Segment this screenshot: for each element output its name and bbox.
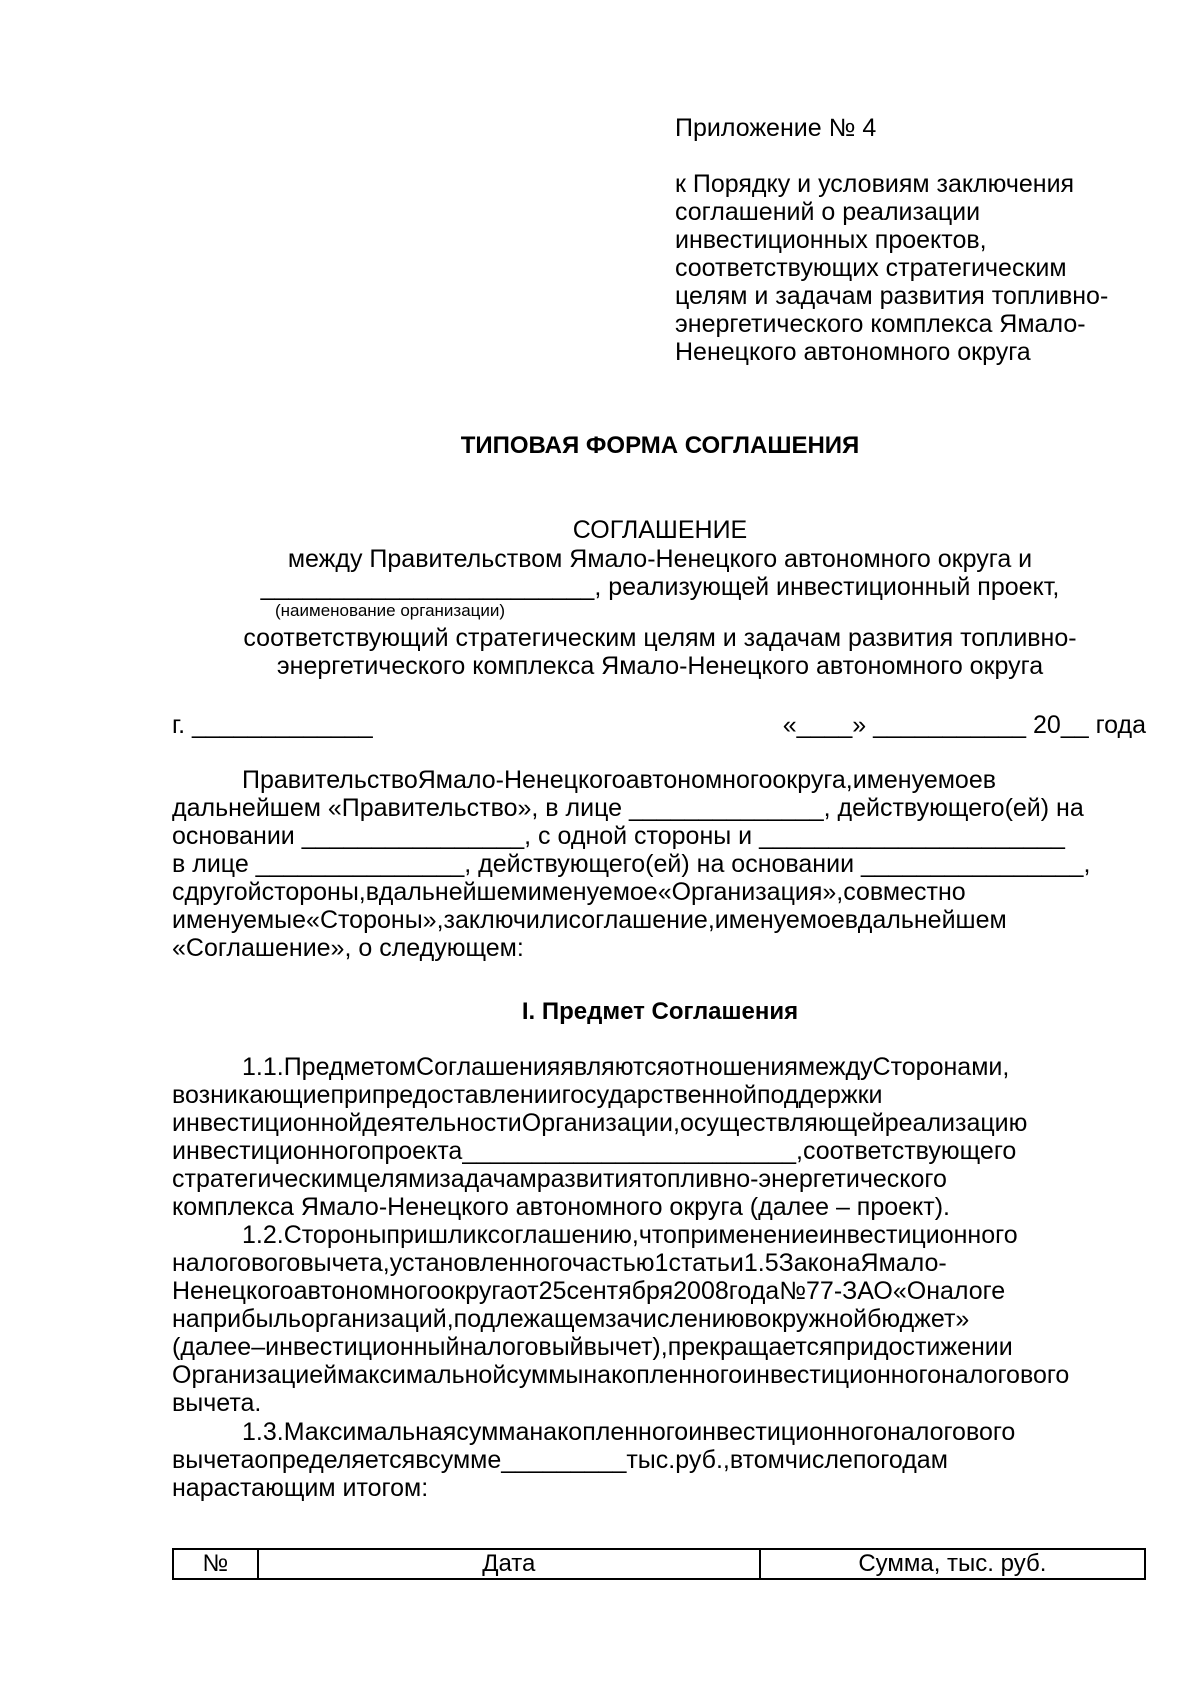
word: зачислению <box>605 1305 745 1333</box>
word: руб., <box>675 1446 730 1474</box>
word: топливно-энергетического <box>641 1165 947 1193</box>
paragraph-line <box>172 1474 1146 1502</box>
paragraph-line <box>172 1193 1146 1221</box>
paragraph-line <box>172 1389 1146 1417</box>
paragraph-line <box>172 766 1146 794</box>
word: окружной <box>757 1305 868 1333</box>
word: стратегическим <box>172 1165 353 1193</box>
paragraph-line <box>172 1277 1146 1305</box>
form-title: ТИПОВАЯ ФОРМА СОГЛАШЕНИЯ <box>460 432 860 459</box>
word: при <box>330 1081 372 1109</box>
word: возникающие <box>172 1081 331 1109</box>
word: в лице _______________, действующего(ей) на основании ________________, <box>172 850 1091 878</box>
word: Ямало- <box>860 1249 947 1277</box>
word: инвестиционного <box>172 1137 371 1165</box>
word: 1.5 <box>743 1249 779 1277</box>
word: отношения <box>670 1053 798 1081</box>
word: частью <box>571 1249 655 1277</box>
word: инвестиционного <box>818 1221 1018 1249</box>
clause-1-1 <box>172 1053 1146 1221</box>
word: Ямало-Ненецкого <box>417 766 626 794</box>
word: «О <box>892 1277 927 1305</box>
paragraph-line <box>172 794 1146 822</box>
word: бюджет» <box>867 1305 970 1333</box>
word: именуемые <box>172 906 307 934</box>
paragraph-line <box>172 1305 1146 1333</box>
word: в <box>415 1446 429 1474</box>
word: основании ________________, с одной стороны и ______________________ <box>172 822 1065 850</box>
word: автономного <box>625 766 773 794</box>
word: что <box>638 1221 677 1249</box>
column-header-date: Дата <box>258 1549 760 1579</box>
word: установленного <box>389 1249 572 1277</box>
word: реализацию <box>884 1109 1028 1137</box>
column-header-amount: Сумма, тыс. руб. <box>760 1549 1145 1579</box>
word: сумма <box>456 1418 530 1446</box>
word: организаций, <box>301 1305 454 1333</box>
word: дальнейшем <box>857 906 1007 934</box>
word: осуществляющей <box>679 1109 885 1137</box>
word: заключили <box>443 906 569 934</box>
agreement-purpose-line: энергетического комплекса Ямало-Ненецкого автономного округа <box>276 652 1044 680</box>
word: соглашению, <box>487 1221 639 1249</box>
word: при <box>832 1333 874 1361</box>
word: к <box>476 1221 488 1249</box>
word: вычета <box>172 1446 255 1474</box>
preamble-paragraph <box>172 766 1146 962</box>
word: в <box>729 1446 743 1474</box>
organization-caption: (наименование организации) <box>275 601 506 620</box>
paragraph-line <box>172 1165 1146 1193</box>
word: Предметом <box>283 1053 417 1081</box>
word: Стороны <box>283 1221 387 1249</box>
word: между <box>797 1053 873 1081</box>
word: в <box>982 766 997 794</box>
word: года <box>728 1277 780 1305</box>
word: вычета. <box>172 1389 262 1417</box>
word: сумме <box>428 1446 502 1474</box>
word: в <box>365 878 379 906</box>
word: дальнейшем «Правительство», в лице ______________, действующего(ей) на <box>172 794 1084 822</box>
word: целям <box>352 1165 426 1193</box>
word: пришли <box>386 1221 477 1249</box>
word: Правительство <box>242 766 418 794</box>
word: налоговый <box>459 1333 584 1361</box>
word: вычета, <box>300 1249 390 1277</box>
word: инвестиционного <box>742 1361 941 1389</box>
paragraph-line <box>172 1109 1146 1137</box>
word: в <box>844 906 858 934</box>
word: именуемое <box>852 766 983 794</box>
paragraph-line <box>172 1053 1146 1081</box>
word: налогового <box>887 1418 1016 1446</box>
word: совместно <box>843 878 966 906</box>
word: соответствующего <box>802 1137 1017 1165</box>
city-field: г. _____________ <box>172 711 373 739</box>
agreement-parties-line: между Правительством Ямало-Ненецкого автономного округа и <box>287 545 1033 573</box>
paragraph-line <box>172 1249 1146 1277</box>
word: годам <box>880 1446 948 1474</box>
word: именуемое <box>714 906 845 934</box>
word: 1.1. <box>242 1053 284 1081</box>
agreement-purpose-line: соответствующий стратегическим целям и задачам развития топливно- <box>243 624 1077 652</box>
paragraph-line <box>172 1446 1146 1474</box>
word: статьи <box>668 1249 744 1277</box>
annex-number: Приложение № 4 <box>675 114 877 142</box>
annex-line: целям и задачам развития топливно- <box>675 282 1109 310</box>
word: 77-ЗАО <box>806 1277 893 1305</box>
word: налогового <box>941 1361 1070 1389</box>
word: Соглашения <box>416 1053 561 1081</box>
word: 2008 <box>673 1277 729 1305</box>
word: и <box>425 1165 440 1193</box>
word: определяется <box>254 1446 416 1474</box>
date-field: «____» ___________ 20__ года <box>782 711 1146 739</box>
word: развития <box>536 1165 642 1193</box>
word: 1 <box>654 1249 669 1277</box>
word: «Организация», <box>657 878 844 906</box>
word: сентября <box>566 1277 674 1305</box>
word: ________________________, <box>462 1137 803 1165</box>
paragraph-line <box>172 822 1146 850</box>
section-title: I. Предмет Соглашения <box>521 998 799 1025</box>
word: подлежащем <box>453 1305 606 1333</box>
word: соглашение, <box>568 906 715 934</box>
word: Организацией <box>172 1361 338 1389</box>
deduction-table <box>172 1548 1146 1580</box>
column-header-number: № <box>173 1549 258 1579</box>
table-header-row <box>173 1549 1145 1579</box>
paragraph-line <box>172 906 1146 934</box>
word: «Стороны», <box>306 906 444 934</box>
word: дальнейшем <box>378 878 528 906</box>
annex-line: к Порядку и условиям заключения <box>675 170 1075 198</box>
word: автономного <box>293 1277 441 1305</box>
word: – <box>251 1333 266 1361</box>
word: именуемое <box>527 878 658 906</box>
word: (далее <box>172 1333 252 1361</box>
word: № <box>779 1277 807 1305</box>
annex-line: соглашений о реализации <box>675 198 981 226</box>
word: прибыль <box>199 1305 302 1333</box>
paragraph-line <box>172 934 1146 962</box>
paragraph-line <box>172 1361 1146 1389</box>
word: 1.3. <box>242 1418 284 1446</box>
word: государственной <box>561 1081 758 1109</box>
paragraph-line <box>172 850 1146 878</box>
word: том <box>742 1446 785 1474</box>
word: деятельности <box>362 1109 522 1137</box>
word: Ненецкого <box>172 1277 294 1305</box>
annex-line: энергетического комплекса Ямало- <box>675 310 1086 338</box>
word: инвестиционного <box>688 1418 887 1446</box>
word: суммы <box>506 1361 584 1389</box>
word: Закона <box>778 1249 861 1277</box>
annex-block <box>675 114 1145 366</box>
word: другой <box>184 878 262 906</box>
paragraph-line <box>172 1081 1146 1109</box>
word: _________ <box>501 1446 627 1474</box>
word: в <box>744 1305 758 1333</box>
paragraph-line <box>172 1221 1146 1249</box>
word: стороны, <box>261 878 366 906</box>
word: предоставлении <box>371 1081 562 1109</box>
word: инвестиционный <box>265 1333 460 1361</box>
word: налоге <box>926 1277 1006 1305</box>
word: являются <box>560 1053 671 1081</box>
annex-line: Ненецкого автономного округа <box>675 338 1031 366</box>
paragraph-line <box>172 1333 1146 1361</box>
word: инвестиционной <box>172 1109 363 1137</box>
word: вычет), <box>583 1333 668 1361</box>
word: проекта <box>370 1137 463 1165</box>
word: от <box>513 1277 539 1305</box>
word: прекращается <box>667 1333 833 1361</box>
word: округа, <box>772 766 853 794</box>
word: с <box>172 878 185 906</box>
annex-line: соответствующих стратегическим <box>675 254 1067 282</box>
word: числе <box>784 1446 853 1474</box>
word: «Соглашение», о следующем: <box>172 934 524 962</box>
word: поддержки <box>757 1081 883 1109</box>
word: задачам <box>439 1165 537 1193</box>
word: накопленного <box>529 1418 689 1446</box>
word: максимальной <box>337 1361 507 1389</box>
paragraph-line <box>172 1418 1146 1446</box>
word: округа <box>440 1277 514 1305</box>
word: на <box>172 1305 200 1333</box>
word: по <box>852 1446 881 1474</box>
annex-line: инвестиционных проектов, <box>675 226 987 254</box>
paragraph-line <box>172 1137 1146 1165</box>
word: применение <box>676 1221 819 1249</box>
word: Максимальная <box>283 1418 457 1446</box>
word: нарастающим итогом: <box>172 1474 429 1502</box>
word: комплекса Ямало-Ненецкого автономного округа (далее – проект). <box>172 1193 950 1221</box>
word: Сторонами, <box>872 1053 1010 1081</box>
word: налогового <box>172 1249 301 1277</box>
clause-1-3 <box>172 1418 1146 1502</box>
word: 1.2. <box>242 1221 284 1249</box>
word: накопленного <box>583 1361 743 1389</box>
word: достижении <box>873 1333 1013 1361</box>
place-date-row <box>172 711 1146 741</box>
word: Организации, <box>521 1109 680 1137</box>
annex-lines <box>675 170 1145 366</box>
agreement-title: СОГЛАШЕНИЕ <box>572 516 748 544</box>
agreement-organization-line: ________________________, реализующей инвестиционный проект, <box>260 573 1060 601</box>
paragraph-line <box>172 878 1146 906</box>
word: тыс. <box>626 1446 676 1474</box>
word: 25 <box>538 1277 567 1305</box>
clause-1-2 <box>172 1221 1146 1417</box>
